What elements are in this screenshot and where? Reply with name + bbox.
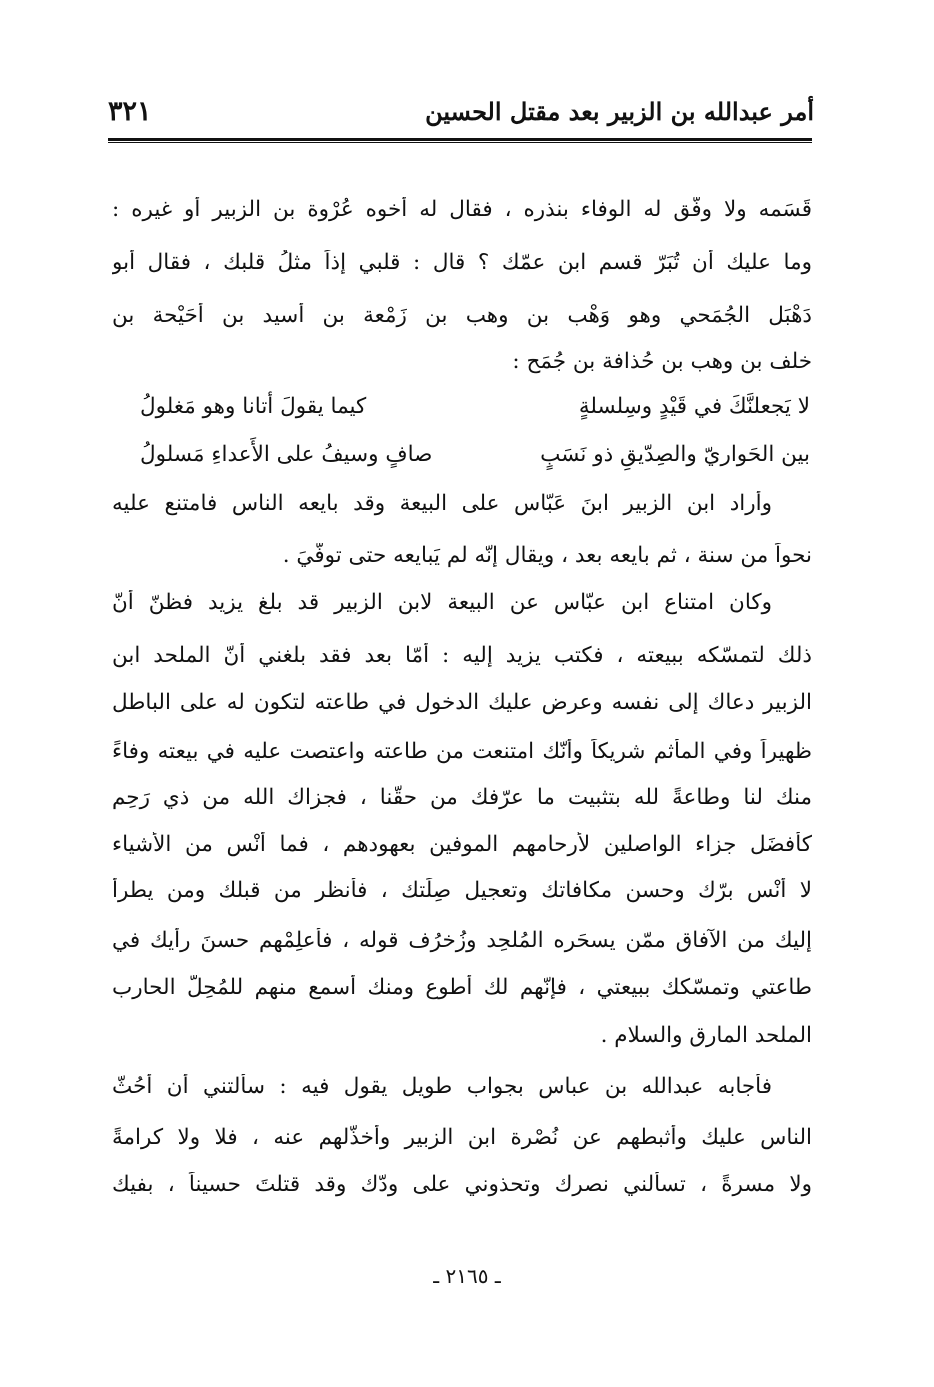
text-line: إليك من الآفاق ممّن يسحَره المُلحِد وزُخرُف قوله ، فأعلِمْهم حسنَ رأيك في [112, 928, 812, 953]
folio-number: ـ ٢١٦٥ ـ [433, 1264, 501, 1288]
page-number: ٣٢١ [108, 95, 152, 127]
text-line: ظهيراً وفي المأثم شريكاً وأنّك امتنعت من طاعته واعتصت عليه في بيعته وفاءً [112, 739, 812, 764]
text-line: منك لنا وطاعةً لله بتثبيت ما عرّفك من حقّنا ، فجزاك الله من ذي رَحِم [112, 785, 812, 810]
text-line: ولا مسرةً ، تسألني نصرك وتحذوني على ودّك وقد قتلتَ حسيناً ، بفيك [112, 1172, 812, 1197]
text-line: الملحد المارق والسلام . [600, 1023, 812, 1048]
verse-hemistich: صافٍ وسيفُ على الأَعداءِ مَسلولُ [140, 442, 433, 467]
verse-line [140, 394, 810, 419]
running-title: أمر عبدالله بن الزبير بعد مقتل الحسين [425, 96, 814, 126]
verse-hemistich: بين الحَواريّ والصِدّيقِ ذو نَسَبٍ [540, 442, 810, 467]
text-line: لا أنْس برّك وحسن مكافاتك وتعجيل صِلَتك ، فأنظر من قبلك ومن يطرأ [112, 878, 812, 903]
text-line: وما عليك أن تُبَرّ قسم ابن عمّك ؟ قال : قلبي إذاً مثلُ قلبك ، فقال أبو [112, 250, 812, 275]
text-line: طاعتي وتمسّكك ببيعتي ، فإنّهم لك أطوع ومنك أسمع منهم للمُحِلّ الحارب [112, 975, 812, 1000]
text-line: فأجابه عبدالله بن عباس بجواب طويل يقول فيه : سألتني أن أُحُثّ [112, 1074, 772, 1099]
verse-hemistich: كيما يقولَ أتانا وهو مَغلولُ [140, 394, 367, 419]
text-line: الناس عليك وأثبطهم عن نُصْرة ابن الزبير وأخذّلهم عنه ، فلا ولا كرامةً [112, 1125, 812, 1150]
text-line: كأفضَل جزاء الواصلين لأرحامهم الموفين بعهودهم ، فما أنْس من الأشياء [112, 832, 812, 857]
header-rule [108, 138, 812, 143]
text-line: الزبير دعاك إلى نفسه وعرض عليك الدخول في طاعته لتكون له على الباطل [112, 690, 812, 715]
verse-hemistich: لا يَجعلنَّكَ في قَيْدٍ وسِلسلةٍ [578, 394, 810, 419]
text-line: خلف بن وهب بن حُذافة بن جُمَح : [512, 349, 812, 374]
text-line: ذلك لتمسّكه ببيعته ، فكتب يزيد إليه : أمّا بعد فقد بلغني أنّ الملحد ابن [112, 643, 812, 668]
text-line: دَهْبَل الجُمَحي وهو وَهْب بن وهب بن زَمْعة بن أَسيد بن أُحَيْحة بن [112, 303, 812, 328]
verse-line [140, 442, 810, 467]
text-line: وكان امتناع ابن عبّاس عن البيعة لابن الزبير قد بلغ يزيد فظنّ أنّ [112, 590, 772, 615]
text-line: وأراد ابن الزبير ابنَ عَبّاس على البيعة وقد بايعه الناس فامتنع عليه [112, 491, 772, 516]
page-header [108, 86, 814, 136]
text-line: قَسَمه ولا وفَّق له الوفاء بنذره ، فقال له أخوه عُرْوة بن الزبير أو غيره : [112, 197, 812, 222]
text-line: نحواً من سنة ، ثم بايعه بعد ، ويقال إنّه لم يَبايعه حتى توفّيَ . [282, 543, 812, 568]
